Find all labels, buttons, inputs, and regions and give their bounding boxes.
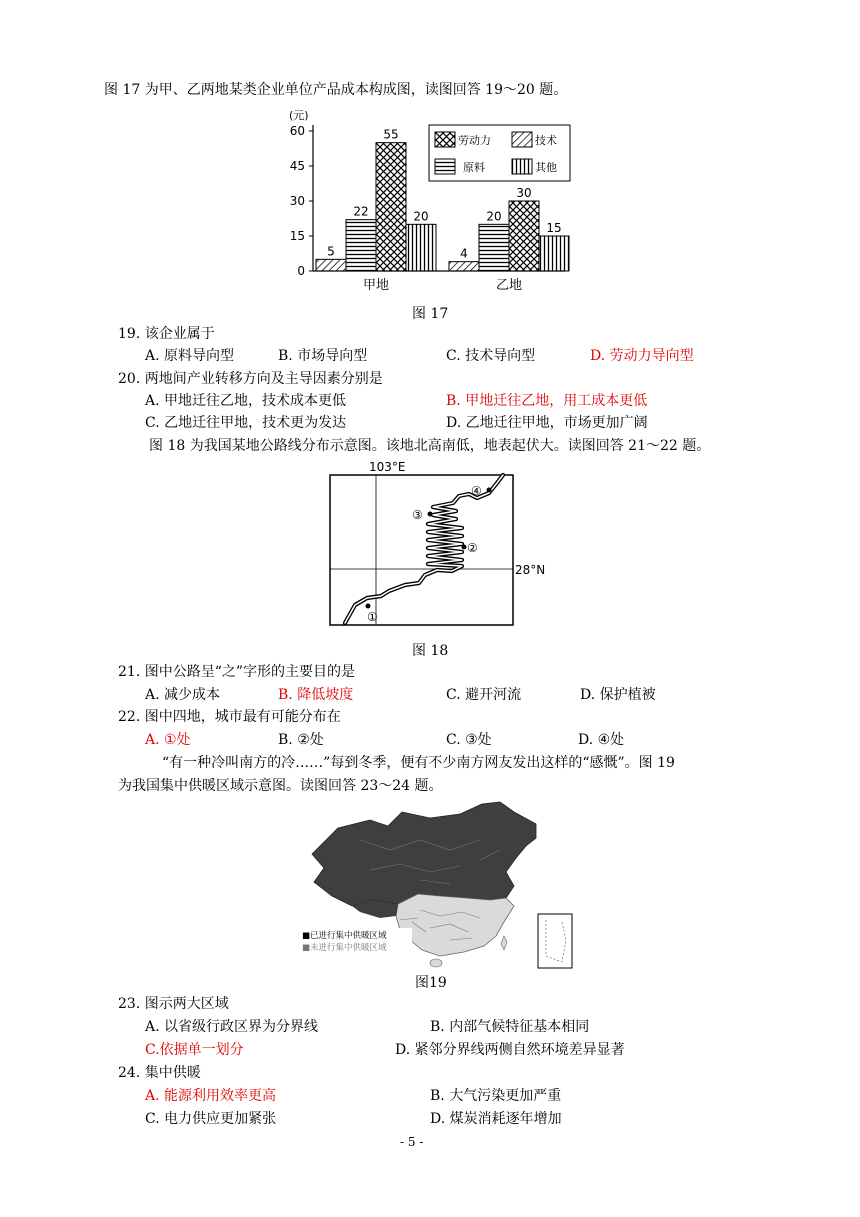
data-label-jia-tech: 5: [327, 244, 335, 259]
q22-option-a-answer: A. ①处: [145, 732, 191, 748]
legend-heated: ■已进行集中供暖区域: [302, 931, 387, 941]
q24-option-b: B. 大气污染更加严重: [430, 1088, 562, 1104]
latitude-label: 28°N: [515, 563, 546, 577]
legend-swatch-material: [435, 159, 455, 174]
point-1-marker: [366, 604, 371, 609]
q23-option-d: D. 紧邻分界线两侧自然环境差异显著: [395, 1042, 625, 1058]
legend-label-tech: 技术: [535, 134, 557, 147]
q24-option-d: D. 煤炭消耗逐年增加: [430, 1111, 562, 1127]
heated-region: [312, 802, 536, 906]
page-number: - 5 -: [400, 1135, 424, 1149]
bar-jia-other: [406, 224, 436, 271]
legend-label-other: 其他: [535, 161, 557, 174]
intro-fig19-line2: 为我国集中供暖区域示意图。读图回答 23～24 题。: [118, 778, 443, 794]
q21-option-c: C. 避开河流: [446, 687, 522, 703]
point-1-label: ①: [367, 610, 378, 624]
q19-option-a: A. 原料导向型: [145, 348, 235, 364]
q20-option-d: D. 乙地迁往甲地，市场更加广阔: [446, 415, 648, 431]
y-tick-label: 45: [289, 159, 305, 173]
y-axis-unit: (元): [289, 109, 309, 122]
y-tick-label: 30: [289, 194, 305, 208]
fig18-road-map: [325, 455, 555, 630]
q23-option-c-answer: C.依据单一划分: [145, 1042, 244, 1058]
q20-stem: 20. 两地间产业转移方向及主导因素分别是: [118, 371, 383, 387]
x-category-label: 甲地: [362, 278, 390, 293]
bar-yi-tech: [449, 262, 479, 271]
y-tick-label: 15: [289, 229, 305, 243]
intro-fig19-line1: “有一种冷叫南方的冷……”每到冬季，便有不少南方网友发出这样的“感慨”。图 19: [162, 755, 675, 771]
q21-stem: 21. 图中公路呈“之”字形的主要目的是: [118, 664, 356, 680]
taiwan-island: [501, 936, 507, 950]
legend-unheated: ■未进行集中供暖区域: [302, 943, 387, 953]
legend-swatch-labor: [435, 132, 455, 147]
q19-stem: 19. 该企业属于: [118, 326, 215, 342]
q22-stem: 22. 图中四地，城市最有可能分布在: [118, 709, 341, 725]
q24-stem: 24. 集中供暖: [118, 1065, 201, 1081]
legend-swatch-other: [512, 159, 532, 174]
chart-legend: [429, 125, 570, 181]
q19-option-c: C. 技术导向型: [446, 348, 536, 364]
q23-option-b: B. 内部气候特征基本相同: [430, 1019, 590, 1035]
bar-yi-other: [539, 236, 569, 271]
q20-option-b-answer: B. 甲地迁往乙地，用工成本更低: [446, 393, 648, 409]
bar-jia-tech: [316, 259, 346, 271]
y-tick-label: 60: [289, 124, 305, 138]
data-label-jia-other: 20: [413, 209, 429, 224]
fig18-caption: 图 18: [412, 643, 449, 659]
q20-option-c: C. 乙地迁往甲地，技术更为发达: [145, 415, 347, 431]
q21-option-d: D. 保护植被: [580, 687, 656, 703]
bar-jia-labor: [376, 143, 406, 271]
q23-option-a: A. 以省级行政区界为分界线: [145, 1019, 319, 1035]
legend-label-labor: 劳动力: [458, 134, 491, 147]
point-3-marker: [428, 512, 433, 517]
data-label-jia-labor: 55: [383, 127, 399, 142]
legend-swatch-tech: [512, 132, 532, 147]
data-label-yi-tech: 4: [460, 246, 468, 261]
q22-option-d: D. ④处: [578, 732, 625, 748]
point-2-marker: [462, 545, 467, 550]
q22-option-c: C. ③处: [446, 732, 492, 748]
fig19-caption: 图19: [415, 975, 447, 991]
q23-stem: 23. 图示两大区域: [118, 996, 229, 1012]
q21-option-a: A. 减少成本: [145, 687, 221, 703]
x-category-label: 乙地: [495, 278, 523, 293]
fig17-bar-chart: [275, 105, 575, 300]
bar-yi-material: [479, 224, 509, 271]
q21-option-b-answer: B. 降低坡度: [278, 687, 354, 703]
point-4-marker: [487, 488, 492, 493]
fig19-heating-map: [300, 800, 582, 972]
point-4-label: ④: [471, 484, 482, 498]
fig17-caption: 图 17: [412, 306, 449, 322]
q24-option-a-answer: A. 能源利用效率更高: [145, 1088, 277, 1104]
point-3-label: ③: [412, 508, 423, 522]
q19-option-d-answer: D. 劳动力导向型: [590, 348, 694, 364]
unheated-region: [396, 894, 514, 956]
intro-fig18: 图 18 为我国某地公路线分布示意图。该地北高南低，地表起伏大。读图回答 21～22 题。: [149, 438, 711, 454]
q20-option-a: A. 甲地迁往乙地，技术成本更低: [145, 393, 347, 409]
y-tick-label: 0: [297, 264, 305, 278]
bar-jia-material: [346, 220, 376, 271]
point-2-label: ②: [467, 541, 478, 555]
q19-option-b: B. 市场导向型: [278, 348, 368, 364]
data-label-yi-labor: 30: [516, 186, 532, 200]
q22-option-b: B. ②处: [278, 732, 324, 748]
hainan-island: [430, 959, 442, 967]
data-label-yi-material: 20: [486, 209, 502, 224]
q24-option-c: C. 电力供应更加紧张: [145, 1111, 277, 1127]
intro-fig17: 图 17 为甲、乙两地某类企业单位产品成本构成图，读图回答 19～20 题。: [104, 82, 568, 98]
longitude-label: 103°E: [369, 460, 406, 474]
data-label-yi-other: 15: [546, 221, 562, 235]
bar-yi-labor: [509, 201, 539, 271]
legend-label-material: 原料: [463, 161, 485, 174]
south-china-sea-inset: [538, 914, 572, 968]
data-label-jia-material: 22: [353, 204, 369, 219]
